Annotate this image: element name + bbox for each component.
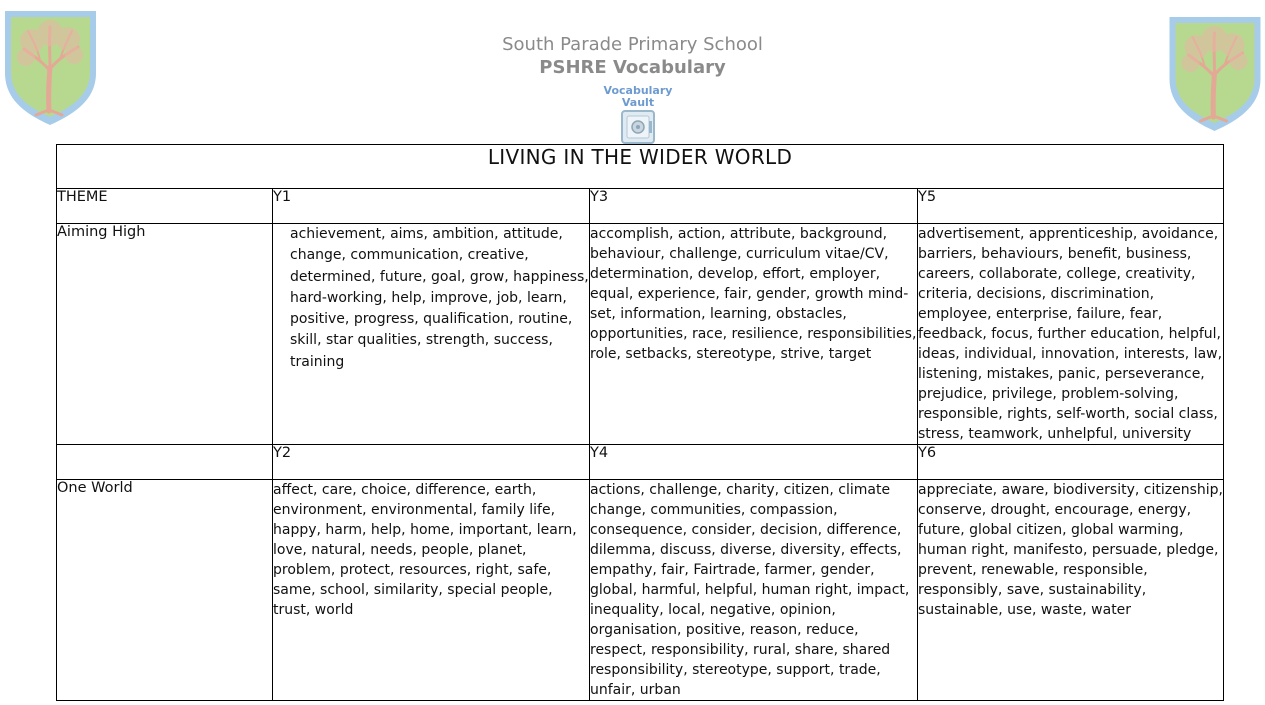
vault-label-line2: Vault bbox=[621, 96, 655, 109]
empty-theme-cell bbox=[57, 445, 273, 480]
vocabulary-vault-label bbox=[598, 85, 678, 109]
theme-header: THEME bbox=[57, 189, 273, 224]
vocab-cell-aiming-high-y3: accomplish, action, attribute, background, behaviour, challenge, curriculum vitae/CV, determination, develop, effort, employer, equal, experience, fair, gender, growth mind-set, information, learning, obstacles, opportunities, race, resilience, responsibilities, role, setbacks, stereotype, strive, target bbox=[590, 224, 918, 445]
table-title: LIVING IN THE WIDER WORLD bbox=[57, 145, 1224, 189]
vocab-cell-aiming-high-y1: achievement, aims, ambition, attitude, change, communication, creative, determined, future, goal, grow, happiness, hard-working, help, improve, job, learn, positive, progress, qualification, routine, skill, star qualities, strength, success, training bbox=[273, 224, 590, 445]
safe-icon bbox=[620, 109, 656, 145]
year-header-y1: Y1 bbox=[273, 189, 590, 224]
vocabulary-table bbox=[56, 144, 1224, 701]
vocab-cell-one-world-y4: actions, challenge, charity, citizen, climate change, communities, compassion, consequence, consider, decision, difference, dilemma, discuss, diverse, diversity, effects, empathy, fair, Fairtrade, farmer, gender, global, harmful, helpful, human right, impact, inequality, local, negative, opinion, organisation, positive, reason, reduce, respect, responsibility, rural, share, shared responsibility, stereotype, support, trade, unfair, urban bbox=[590, 480, 918, 701]
year-header-y3: Y3 bbox=[590, 189, 918, 224]
year-header-y4: Y4 bbox=[590, 445, 918, 480]
table-row bbox=[57, 480, 1224, 701]
theme-aiming-high: Aiming High bbox=[57, 224, 273, 445]
document-subtitle: PSHRE Vocabulary bbox=[539, 57, 726, 78]
year-header-y6: Y6 bbox=[918, 445, 1224, 480]
vault-label-line1: Vocabulary bbox=[603, 84, 673, 97]
theme-one-world: One World bbox=[57, 480, 273, 701]
school-name: South Parade Primary School bbox=[502, 34, 763, 55]
vocab-cell-one-world-y2: affect, care, choice, difference, earth, environment, environmental, family life, happy, harm, help, home, important, learn, love, natural, needs, people, planet, problem, protect, resources, right, safe, same, school, similarity, special people, trust, world bbox=[273, 480, 590, 701]
vocab-cell-aiming-high-y5: advertisement, apprenticeship, avoidance, barriers, behaviours, benefit, business, careers, collaborate, college, creativity, criteria, decisions, discrimination, employee, enterprise, failure, fear, feedback, focus, further education, helpful, ideas, individual, innovation, interests, law, listening, mistakes, panic, perseverance, prejudice, privilege, problem-solving, responsible, rights, self-worth, social class, stress, teamwork, unhelpful, university bbox=[918, 224, 1224, 445]
header-row-1 bbox=[57, 189, 1224, 224]
header-row-2 bbox=[57, 445, 1224, 480]
table-row bbox=[57, 224, 1224, 445]
vocab-cell-one-world-y6: appreciate, aware, biodiversity, citizenship, conserve, drought, encourage, energy, future, global citizen, global warming, human right, manifesto, persuade, pledge, prevent, renewable, responsible, responsibly, save, sustainability, sustainable, use, waste, water bbox=[918, 480, 1224, 701]
year-header-y5: Y5 bbox=[918, 189, 1224, 224]
year-header-y2: Y2 bbox=[273, 445, 590, 480]
